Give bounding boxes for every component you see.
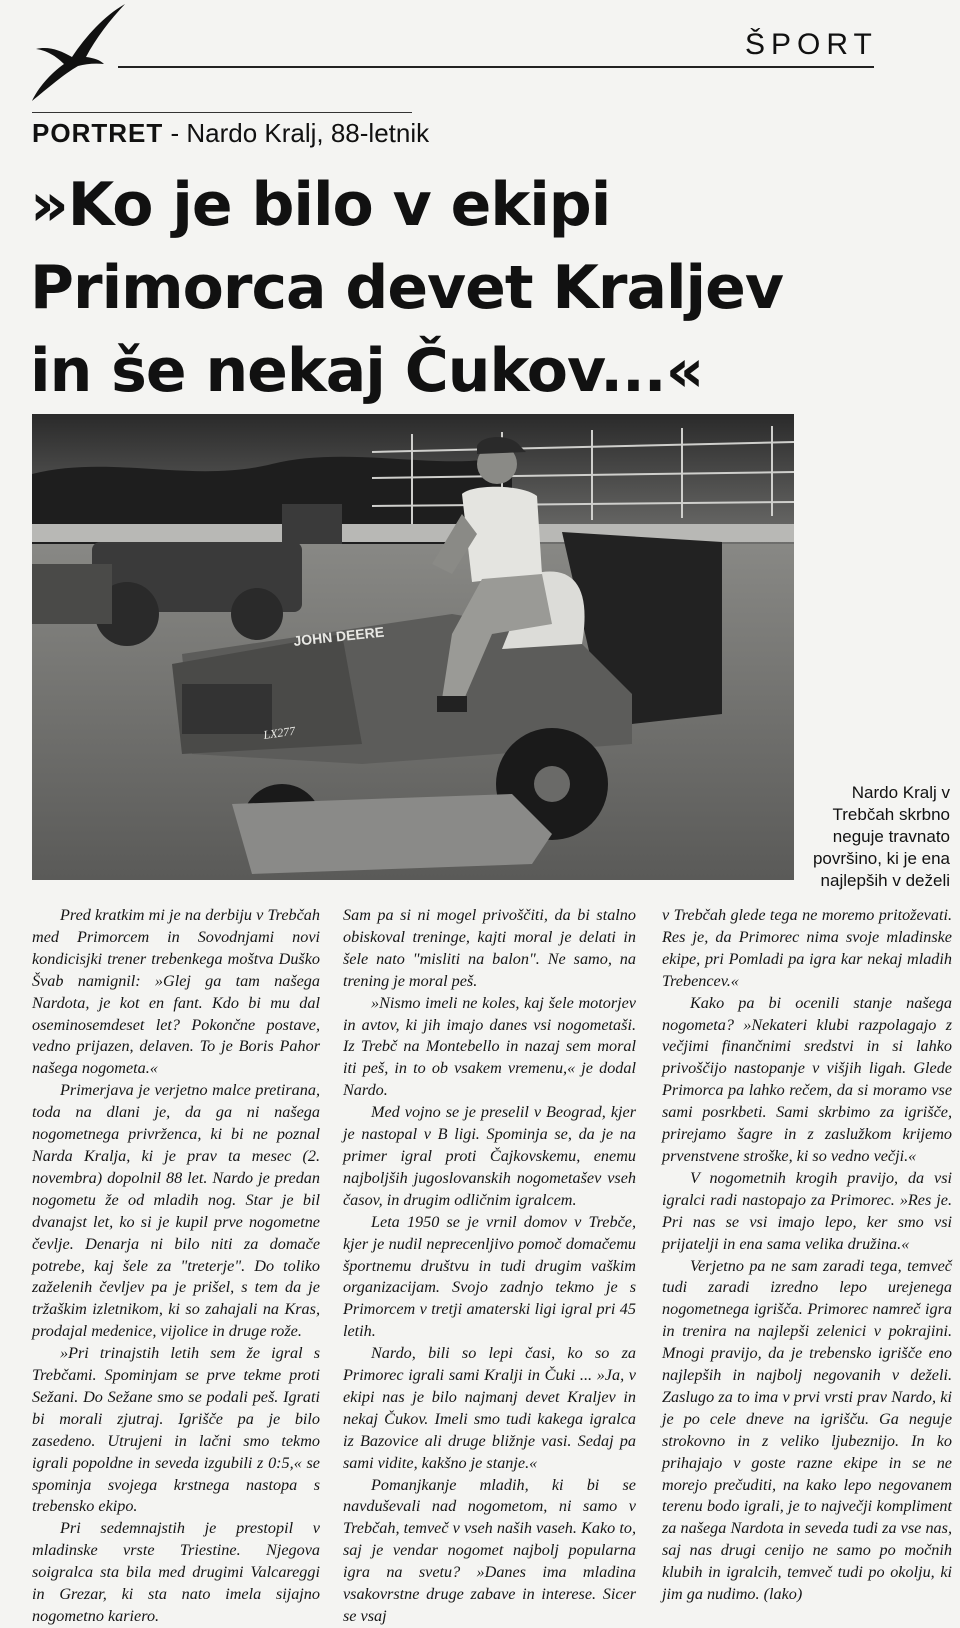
paragraph: Primerjava je verjetno malce pretirana, toda na dlani je, da ga ni našega nogometnega privrženca, ki bi ne poznal Narda Kralja, ki je prav ta mesec (2. novembra) dopolnil 88 let. Nardo je predan nogometu že od mladih nog. Star je bil dvanajst let, ko si je kupil prve nogometne čevlje. Denarja ni bilo niti za domače potrebe, kaj šele za "treterje". Do toliko zaželenih čevljev pa je prišel, s tem da je tržaškim izletnikom, ki so zahajali na Kras, prodajal medenice, vijolice in druge rože. (32, 1081, 320, 1341)
paragraph: Pred kratkim mi je na derbiju v Trebčah med Primorcem in Sovodnjami novi kondicisjki trener trebenkega moštva Duško Švab namignil: »Glej ga tam našega Nardota, je kot en fant. Kdo bi mu dal oseminosemdeset let? Pokončne postave, vedno prijazen, delaven. To je Boris Pahor našega nogometa.« (32, 906, 320, 1078)
paragraph: Sam pa si ni mogel privoščiti, da bi stalno obiskoval treninge, kajti moral je delati in šele nato "misliti na balon". Ne samo, na trening je moral peš. (343, 906, 636, 990)
paragraph: »Nismo imeli ne koles, kaj šele motorjev in avtov, ki jih imajo danes vsi nogometaši. Iz Trebč na Montebello in nazaj sem moral iti peš, in to ob vsakem vremenu,« je dodal Nardo. (343, 993, 636, 1100)
paragraph: Kako pa bi ocenili stanje našega nogometa? »Nekateri klubi razpolagajo z večjimi finančnimi sredstvi in si lahko privoščijo nastopanje v višjih ligah. Glede Primorca pa lahko rečem, da si moramo vse sami posrkbeti. Sami skrbimo za igrišče, prirejamo šagre in z zaslužkom krijemo prvenstvene stroške, ki so vedno večji.« (662, 993, 952, 1165)
header-rule (118, 66, 874, 68)
paragraph: v Trebčah glede tega ne moremo pritoževati. Res je, da Primorec nima svoje mladinske ekipe, pri Pomladi pa igra kar nekaj mladih Trebencev.« (662, 906, 952, 990)
headline-line-2: Primorca devet Kraljev (30, 253, 783, 323)
paragraph: Pri sedemnajstih je prestopil v mladinske vrste Triestine. Njegova soigralca sta bila med drugimi Valcareggi in Grezar, ki sta nato imela sijajno nogometno kariero. (32, 1519, 320, 1625)
caption-line: Trebčah skrbno (832, 805, 950, 824)
article-column-1 (32, 905, 320, 1628)
tractor-model-text: LX277 (262, 723, 297, 742)
headline-line-3: in še nekaj Čukov...« (30, 336, 704, 406)
paragraph: Pomanjkanje mladih, ki bi se navduševali nad nogometom, ni samo v Trebčah, temveč v vseh naših vaseh. Kako to, saj je vendar nogomet najbolj popularna igra na svetu? »Danes ima mladina vsakovrstne druge zabave in interese. Sicer se vsaj (343, 1475, 636, 1625)
kicker-rule (32, 112, 412, 113)
section-title: ŠPORT (745, 28, 878, 61)
paragraph: Nardo, bili so lepi časi, ko so za Primorec igrali sami Kralji in Čuki ... »Ja, v ekipi nas je bilo najmanj devet Kraljev in nekaj Čukov. Imeli smo tudi kakega igralca iz Bazovice ali druge bližnje vasi. Sedaj pa sami vidite, kakšno je stanje.« (343, 1344, 636, 1472)
photo-caption (800, 782, 950, 892)
kicker-subtitle: - Nardo Kralj, 88-letnik (163, 118, 430, 148)
tractor-brand-text: JOHN DEERE (292, 623, 385, 649)
headline-line-1: »Ko je bilo v ekipi (30, 170, 611, 240)
paragraph: Med vojno se je preselil v Beograd, kjer je nastopal v B ligi. Spominja se, da je na primer igral proti Čajkovskemu, enemu najboljših jugoslovanskih nogometašev vseh časov, in drugim odličnim igralcem. (343, 1103, 636, 1209)
paragraph: V nogometnih krogih pravijo, da vsi igralci radi nastopajo za Primorec. »Res je. Pri nas se vsi imajo lepo, ker smo vsi prijatelji in ena sama velika družina.« (662, 1168, 952, 1253)
article-photo (32, 414, 794, 880)
paragraph: »Pri trinajstih letih sem že igral s Trebčami. Spominjam se prve tekme proti Sežani. Do Sežane smo se podali peš. Igrati bi morali zjutraj. Igrišče pa je bilo zasedeno. Utrujeni in lačni smo tekmo igrali popoldne in seveda izgubili z 0:5,« se spominja svojega krstnega nastopa s trebensko ekipo. (32, 1344, 320, 1516)
article-column-3 (662, 905, 952, 1606)
paragraph: Leta 1950 se je vrnil domov v Trebče, kjer je nudil neprecenljivo pomoč domačemu športnemu društvu in tudi drugim vaškim organizacijam. Svojo zadnjo tekmo je s Primorcem v tretji amaterski ligi igral pri 45 letih. (343, 1212, 636, 1341)
paragraph: Verjetno pa ne sam zaradi tega, temveč tudi zaradi izredno lepo urejenega nogometnega igrišča. Primorec namreč igra in trenira na najlepši zelenici v pokrajini. Mnogi pravijo, da je trebensko igrišče eno najlepših in najbolj negovanih v deželi. Zaslugo za to ima v prvi vrsti prav Nardo, ki je po cele dneve na igrišču. Ga neguje strokovno in z veliko ljubeznijo. In ko prihajajo v goste razne ekipe in se ne morejo prečuditi, na kako lepo negovanem terenu bodo igrali, je to največji kompliment za našega Nardota in seveda tudi za vse nas, saj nas drugi cenijo ne samo po močnih klubih in igralcih, temveč tudi po okolju, ki jim ga nudimo. (lako) (662, 1256, 952, 1604)
caption-line: neguje travnato (832, 827, 950, 846)
seagull-logo-icon (30, 2, 130, 102)
caption-line: površino, ki je ena (812, 849, 950, 868)
headline (30, 164, 930, 413)
kicker (32, 118, 429, 149)
caption-line: Nardo Kralj v (851, 783, 950, 802)
kicker-label: PORTRET (32, 118, 164, 148)
article-column-2 (343, 905, 636, 1628)
caption-line: najlepših v deželi (820, 871, 950, 890)
